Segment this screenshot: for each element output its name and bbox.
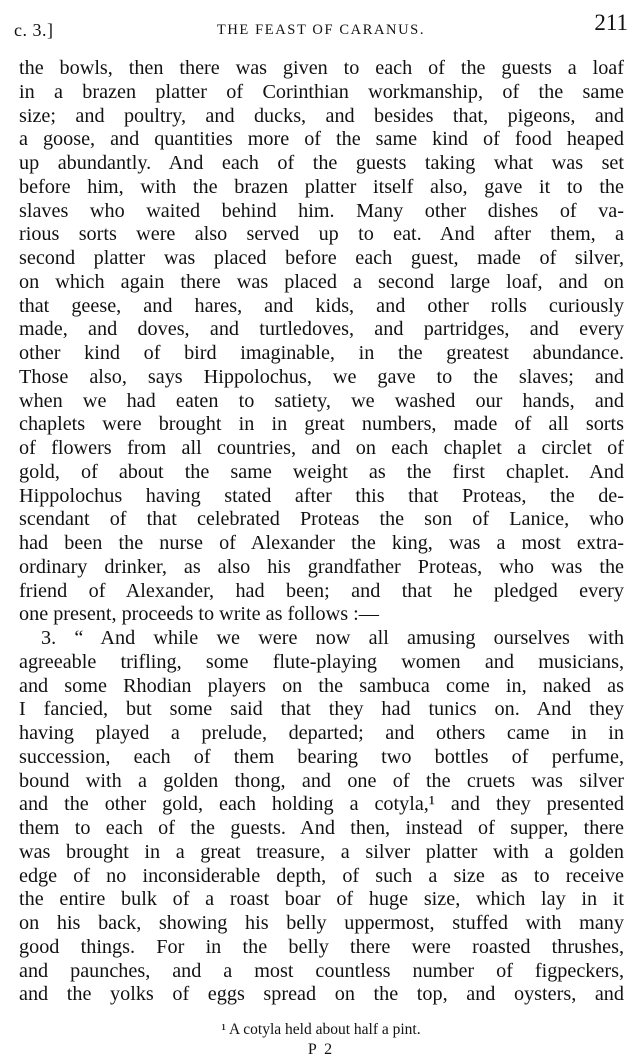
text-line: good things. For in the belly there were roasted thrushes, [19,935,624,958]
text-line: and the other gold, each holding a cotyla,¹ and they presented [19,793,624,816]
text-line: Those also, says Hippolochus, we gave to the slaves; and [19,365,624,388]
page-number: 211 [594,10,628,35]
text-line: edge of no inconsiderable depth, of such a size as to receive [19,864,624,887]
text-line: and paunches, and a most countless number of figpeckers, [19,959,624,982]
text-line: chaplets were brought in in great numbers, made of all sorts [19,413,624,436]
text-line: the bowls, then there was given to each of the guests a loaf [19,57,624,79]
signature-mark: P 2 [307,1041,335,1058]
body-text [19,57,624,1007]
text-line: when we had eaten to satiety, we washed our hands, and [19,389,624,412]
text-line: up abundantly. And each of the guests taking what was set [19,152,624,174]
text-line: 3. “ And while we were now all amusing ourselves with [41,627,624,649]
text-line: in a brazen platter of Corinthian workmanship, of the same [19,80,624,103]
text-line: made, and doves, and turtledoves, and partridges, and every [19,318,624,341]
text-line: on his back, showing his belly uppermost, stuffed with many [19,912,624,934]
text-line: of flowers from all countries, and on each chaplet a circlet of [19,437,624,459]
text-line: and the yolks of eggs spread on the top, and oysters, and [19,983,624,1006]
text-line: slaves who waited behind him. Many other dishes of va- [19,199,624,222]
text-line: ordinary drinker, as also his grandfather Proteas, who was the [19,555,624,578]
text-line: bound with a golden thong, and one of the cruets was silver [19,769,624,792]
text-line: having played a prelude, departed; and others came in in [19,722,624,744]
running-title: THE FEAST OF CARANUS. [216,22,426,38]
chapter-reference: c. 3.] [14,20,54,40]
text-line: scendant of that celebrated Proteas the son of Lanice, who [19,508,624,531]
text-line: other kind of bird imaginable, in the greatest abundance. [19,342,624,364]
text-line: I fancied, but some said that they had tunics on. And they [19,698,624,721]
text-line: rious sorts were also served up to eat. And after them, a [19,223,624,246]
text-line: a goose, and quantities more of the same kind of food heaped [19,128,624,151]
text-line: had been the nurse of Alexander the king, was a most extra- [19,532,624,554]
text-line: the entire bulk of a roast boar of huge size, which lay in it [19,888,624,911]
text-line: that geese, and hares, and kids, and other rolls curiously [19,294,624,317]
text-line: succession, each of them bearing two bottles of perfume, [19,745,624,768]
text-line: gold, of about the same weight as the first chaplet. And [19,460,624,483]
text-line: Hippolochus having stated after this that Proteas, the de- [19,484,624,507]
text-line: agreeable trifling, some flute-playing women and musicians, [19,650,624,673]
text-line: before him, with the brazen platter itself also, gave it to the [19,175,624,198]
text-line: and some Rhodian players on the sambuca come in, naked as [19,674,624,697]
text-line: was brought in a great treasure, a silver platter with a golden [19,840,624,863]
footnote: ¹ A cotyla held about half a pint. [221,1021,421,1038]
text-line: friend of Alexander, had been; and that he pledged every [19,579,624,602]
text-line: on which again there was placed a second large loaf, and on [19,270,624,293]
text-line: second platter was placed before each guest, made of silver, [19,247,624,269]
text-line: them to each of the guests. And then, instead of supper, there [19,817,624,839]
text-line: size; and poultry, and ducks, and besides that, pigeons, and [19,104,624,127]
running-header [14,6,628,38]
text-line: one present, proceeds to write as follows :— [19,603,379,626]
